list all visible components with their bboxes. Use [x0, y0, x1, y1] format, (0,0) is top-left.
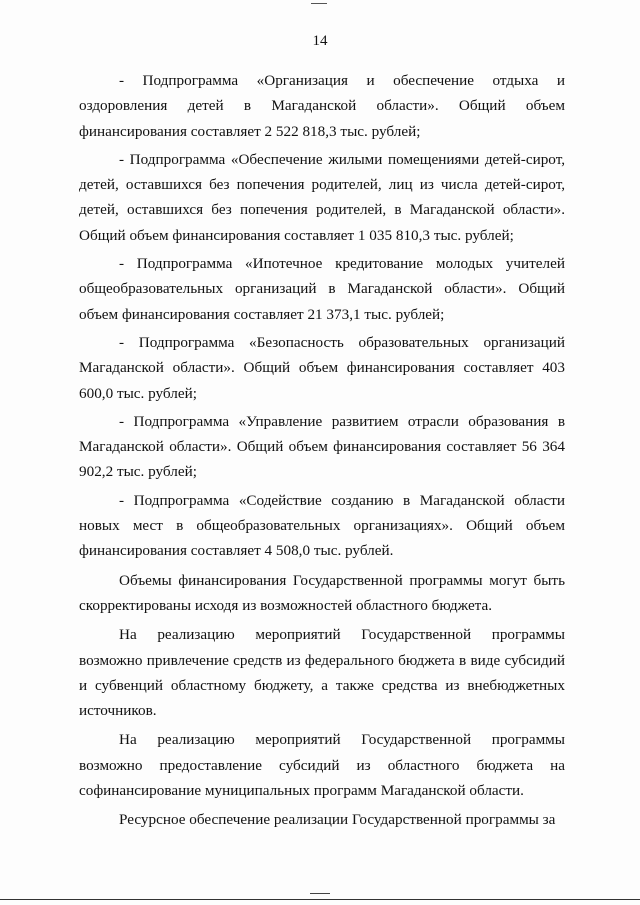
bottom-edge-mark — [310, 893, 330, 894]
paragraph-subprogram-safety: - Подпрограмма «Безопасность образовательных организаций Магаданской области». Общий объем финансирования составляет 403 600,0 тыс. рублей; — [79, 333, 565, 402]
paragraph-subprogram-teacher-mortgage: - Подпрограмма «Ипотечное кредитование молодых учителей общеобразовательных организаций в Магаданской области». Общий объем финансирования составляет 21 373,1 тыс. рублей; — [79, 255, 565, 323]
paragraph-municipal-subsidies: На реализацию мероприятий Государственной программы возможно предоставление субсидий из областного бюджета на софинансирование муниципальных программ Магаданской области. — [79, 731, 565, 800]
paragraph-subprogram-recreation: - Подпрограмма «Организация и обеспечение отдыха и оздоровления детей в Магаданской области». Общий объем финансирования составляет 2 522 818,3 тыс. рублей; — [79, 72, 565, 140]
page-bottom-border — [0, 899, 640, 900]
paragraph-resource-provision: Ресурсное обеспечение реализации Государственной программы за — [119, 811, 556, 829]
paragraph-funding-adjustment: Объемы финансирования Государственной программы могут быть скорректированы исходя из возможностей областного бюджета. — [79, 571, 565, 614]
paragraph-subprogram-new-places: - Подпрограмма «Содействие созданию в Магаданской области новых мест в общеобразовательных организациях». Общий объем финансирования составляет 4 508,0 тыс. рублей. — [79, 491, 565, 560]
document-body — [79, 68, 565, 833]
paragraph-subprogram-orphan-housing: - Подпрограмма «Обеспечение жилыми помещениями детей-сирот, детей, оставшихся без попечения родителей, лиц из числа детей-сирот, детей, оставшихся без попечения родителей, в Магаданской области». Общий объем финансирования составляет 1 035 810,3 тыс. рублей; — [79, 150, 565, 244]
paragraph-subprogram-management: - Подпрограмма «Управление развитием отрасли образования в Магаданской области». Общий объем финансирования составляет 56 364 902,2 тыс. рублей; — [79, 412, 565, 481]
paragraph-federal-funds: На реализацию мероприятий Государственной программы возможно привлечение средств из федерального бюджета в виде субсидий и субвенций областному бюджету, а также средства из внебюджетных источников. — [79, 626, 565, 720]
page-number: 14 — [312, 33, 328, 49]
top-edge-mark — [311, 3, 327, 4]
